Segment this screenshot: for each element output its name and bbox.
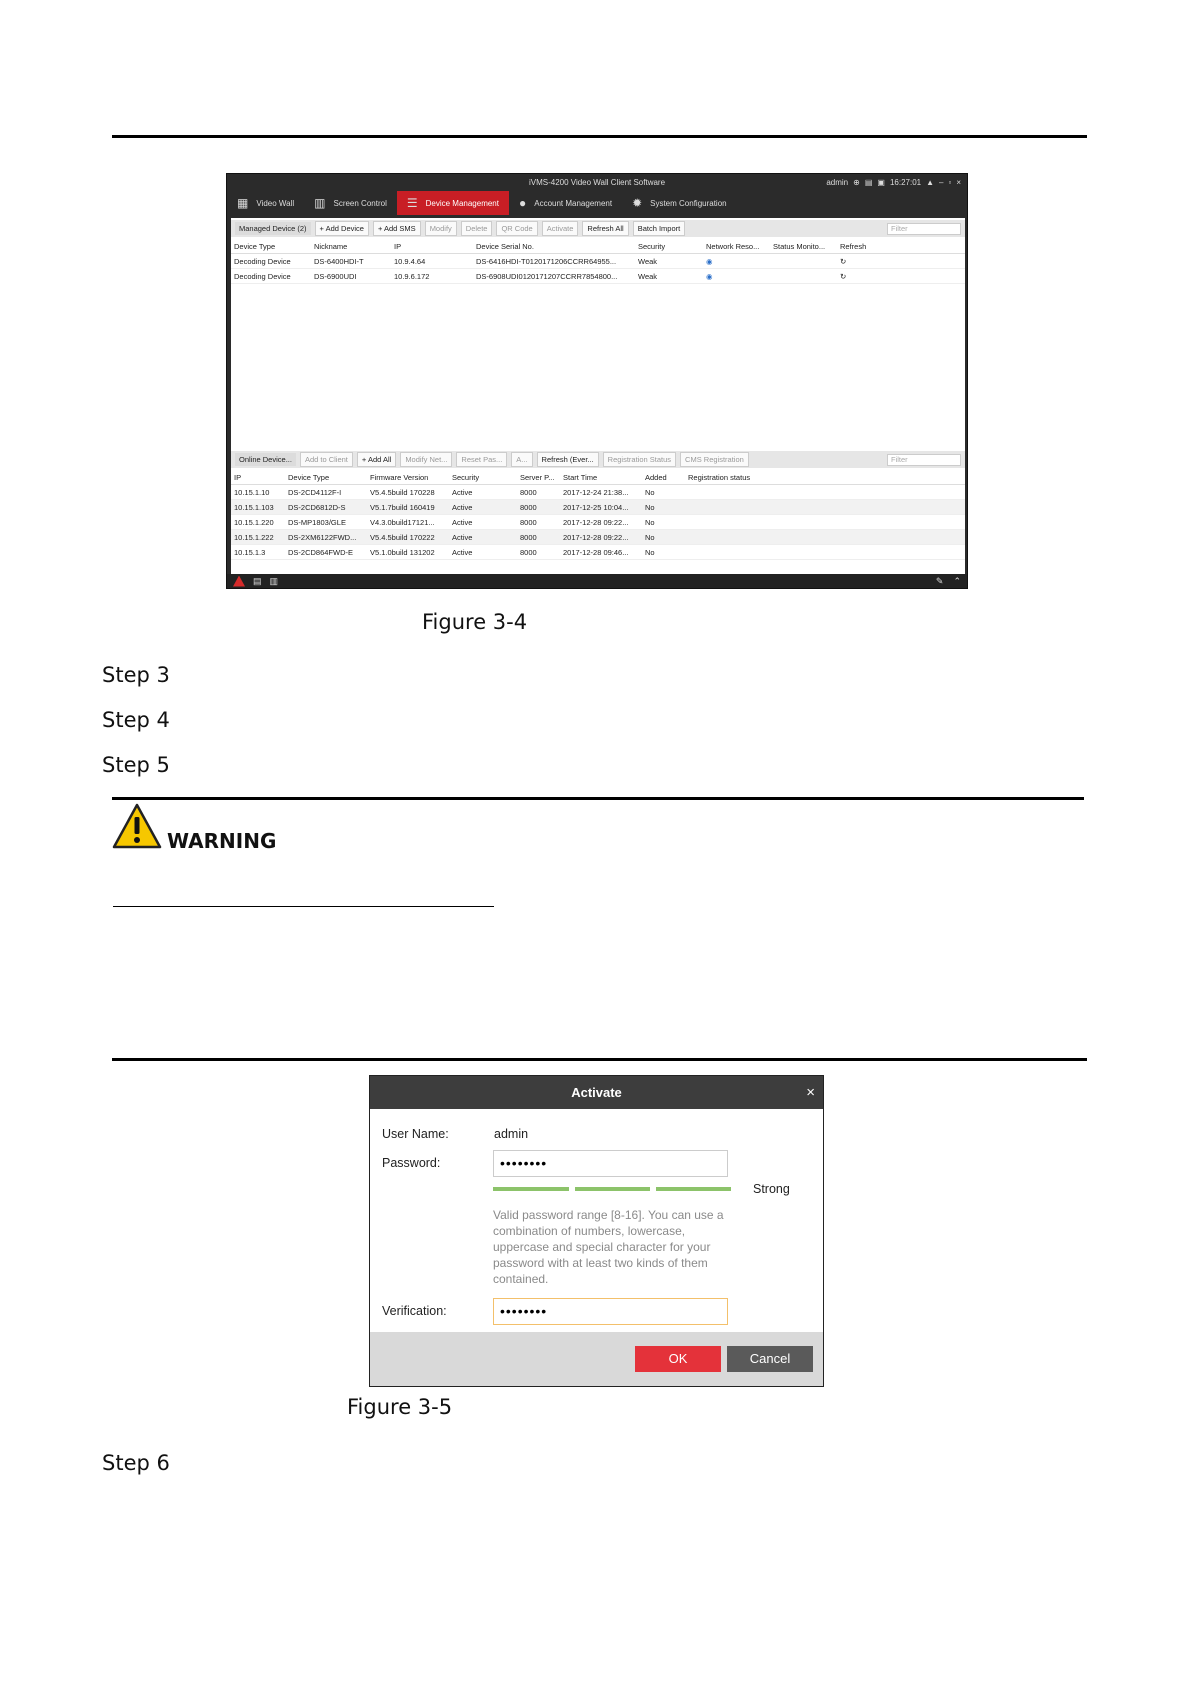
qr-code-button[interactable]: QR Code [496, 221, 537, 236]
table-header: IP Device Type Firmware Version Security Server P... Start Time Added Registration status [231, 470, 965, 485]
dialog-title: Activate [370, 1076, 823, 1109]
clock: 16:27:01 [889, 178, 922, 187]
warning-underline [113, 906, 494, 907]
modify-button[interactable]: Modify [425, 221, 457, 236]
keyboard-icon[interactable]: ▤ [864, 178, 873, 187]
user-icon[interactable]: ⊕ [853, 178, 860, 187]
online-filter-input[interactable]: Filter [887, 454, 961, 466]
verification-input[interactable]: •••••••• [493, 1298, 728, 1325]
tab-system-configuration[interactable]: ✹ System Configuration [632, 196, 727, 210]
warning-icon [112, 803, 162, 849]
figure-3-5-caption: Figure 3-5 [347, 1395, 453, 1419]
account-icon: ● [518, 196, 527, 210]
expand-icon[interactable]: ⌃ [953, 575, 961, 586]
strength-bar-3 [656, 1187, 731, 1191]
ok-button[interactable]: OK [635, 1346, 721, 1372]
strength-bar-2 [575, 1187, 650, 1191]
maximize-icon[interactable]: ▫ [948, 178, 952, 187]
online-device-toolbar [231, 451, 965, 468]
cms-registration-button[interactable]: CMS Registration [680, 452, 749, 467]
vms-client-screenshot [226, 173, 968, 589]
lock-icon[interactable]: ▲ [926, 178, 935, 187]
refresh-all-button[interactable]: Refresh All [582, 221, 628, 236]
add-all-button[interactable]: + Add All [357, 452, 396, 467]
tab-video-wall[interactable]: ▦ Video Wall [237, 196, 295, 210]
add-device-button[interactable]: + Add Device [315, 221, 369, 236]
device-management-panel [231, 218, 965, 580]
table-row[interactable]: 10.15.1.220 DS-MP1803/GLE V4.3.0build17121... Active 8000 2017-12-28 09:22... No [231, 515, 965, 530]
verification-label: Verification: [382, 1304, 447, 1318]
activate-online-button[interactable]: A... [511, 452, 532, 467]
tab-account-management[interactable]: ● Account Management [518, 196, 613, 210]
online-device-label: Online Device... [235, 453, 296, 466]
managed-device-table [231, 239, 965, 284]
strength-label: Strong [753, 1182, 790, 1196]
top-rule [112, 135, 1087, 138]
table-row[interactable]: 10.15.1.10 DS-2CD4112F-I V5.4.5build 170228 Active 8000 2017-12-24 21:38... No [231, 485, 965, 500]
tab-device-management[interactable]: ☰ Device Management [397, 191, 509, 215]
table-row[interactable]: 10.15.1.103 DS-2CD6812D-S V5.1.7build 160419 Active 8000 2017-12-25 10:04... No [231, 500, 965, 515]
vms-title-bar [227, 174, 967, 191]
video-wall-icon: ▦ [237, 196, 249, 210]
step-3: Step 3 [102, 663, 170, 687]
managed-device-label: Managed Device (2) [235, 222, 311, 235]
modify-network-button[interactable]: Modify Net... [400, 452, 452, 467]
step-5: Step 5 [102, 753, 170, 777]
add-to-client-button[interactable]: Add to Client [300, 452, 353, 467]
refresh-icon[interactable]: ↻ [840, 256, 847, 266]
device-management-icon: ☰ [406, 196, 418, 210]
activate-button[interactable]: Activate [542, 221, 579, 236]
refresh-icon[interactable]: ↻ [840, 271, 847, 281]
gear-icon: ✹ [632, 196, 643, 210]
table-row[interactable]: 10.15.1.222 DS-2XM6122FWD... V5.4.5build 170222 Active 8000 2017-12-28 09:22... No [231, 530, 965, 545]
main-nav [227, 191, 967, 215]
activate-dialog [369, 1075, 824, 1387]
add-sms-button[interactable]: + Add SMS [373, 221, 421, 236]
user-name: admin [826, 178, 849, 187]
password-input[interactable]: •••••••• [493, 1150, 728, 1177]
cancel-button[interactable]: Cancel [727, 1346, 813, 1372]
figure-3-4-caption: Figure 3-4 [422, 610, 528, 634]
table-row[interactable]: Decoding Device DS-6400HDI-T 10.9.4.64 DS-6416HDI-T0120171206CCRR64955... Weak ◉ ↻ [231, 254, 965, 269]
close-icon[interactable]: × [806, 1084, 815, 1101]
screen-control-icon: ▥ [314, 196, 326, 210]
network-resource-icon[interactable]: ◉ [706, 256, 713, 266]
batch-import-button[interactable]: Batch Import [633, 221, 686, 236]
username-value: admin [494, 1127, 529, 1141]
warning-label: WARNING [167, 829, 277, 853]
tab-screen-control[interactable]: ▥ Screen Control [314, 196, 387, 210]
delete-button[interactable]: Delete [461, 221, 493, 236]
managed-device-toolbar [231, 220, 965, 237]
status-bar [227, 574, 967, 588]
log-icon[interactable]: ▥ [269, 575, 279, 586]
close-icon[interactable]: × [956, 178, 961, 187]
table-header: Device Type Nickname IP Device Serial No. Security Network Reso... Status Monito... Refresh [231, 239, 965, 254]
reset-password-button[interactable]: Reset Pas... [456, 452, 507, 467]
minimize-icon[interactable]: – [939, 178, 944, 187]
step-6: Step 6 [102, 1451, 170, 1475]
refresh-every-button[interactable]: Refresh (Ever... [537, 452, 599, 467]
table-row[interactable]: Decoding Device DS-6900UDI 10.9.6.172 DS-6908UDI0120171207CCRR7854800... Weak ◉ ↻ [231, 269, 965, 284]
print-icon[interactable]: ▤ [253, 575, 262, 586]
step-4: Step 4 [102, 708, 170, 732]
managed-filter-input[interactable]: Filter [887, 223, 961, 235]
strength-bar-1 [493, 1187, 569, 1191]
password-hint: Valid password range [8-16]. You can use a combination of numbers, lowercase, uppercase and special character for your password with at least two kinds of them contained. [493, 1208, 724, 1286]
network-resource-icon[interactable]: ◉ [706, 271, 713, 281]
dialog-footer [370, 1332, 823, 1386]
pin-icon[interactable]: ✎ [935, 575, 944, 586]
table-row[interactable]: 10.15.1.3 DS-2CD864FWD-E V5.1.0build 131202 Active 8000 2017-12-28 09:46... No [231, 545, 965, 560]
registration-status-button[interactable]: Registration Status [603, 452, 676, 467]
warning-top-rule [112, 797, 1084, 800]
online-device-table [231, 470, 965, 560]
username-label: User Name: [382, 1127, 449, 1141]
alarm-icon[interactable] [233, 576, 245, 587]
vms-title: iVMS-4200 Video Wall Client Software [528, 178, 666, 187]
warning-bottom-rule [112, 1058, 1087, 1061]
calendar-icon[interactable]: ▣ [877, 178, 885, 187]
password-label: Password: [382, 1156, 441, 1170]
